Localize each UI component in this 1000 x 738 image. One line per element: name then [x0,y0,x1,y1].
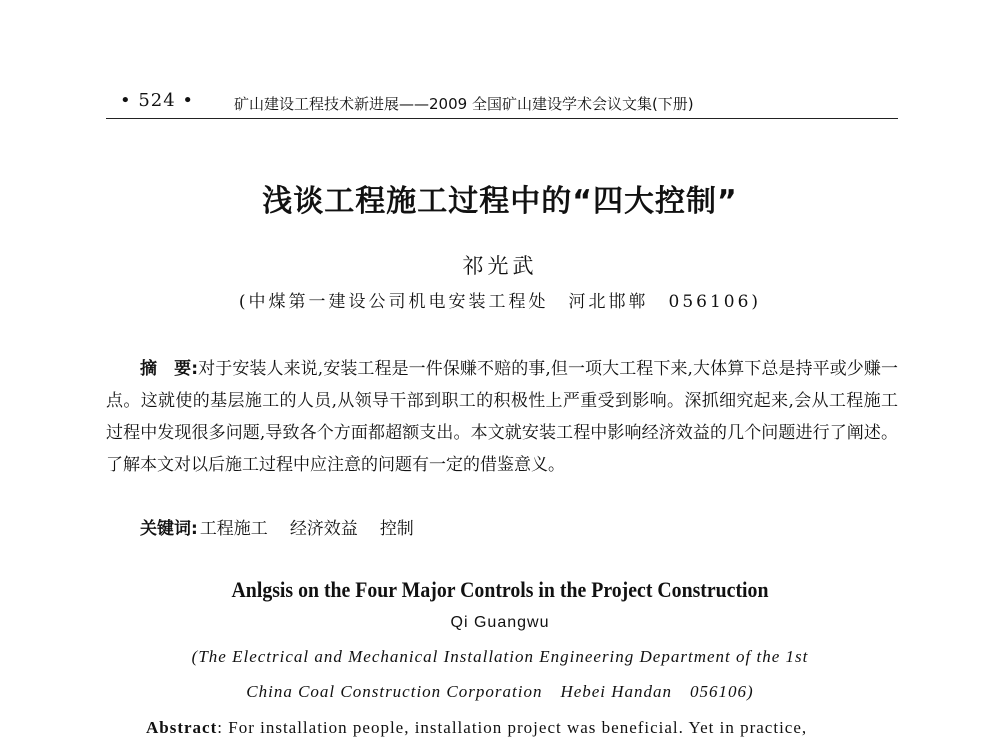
abstract-label: 摘 要: [140,359,199,379]
english-abstract-text: : For installation people, installation project was beneficial. Yet in practice, [217,718,808,737]
running-title: 矿山建设工程技术新进展——2009 全国矿山建设学术会议文集(下册) [234,95,694,113]
keyword-item: 经济效益 [289,519,358,539]
author-affiliation: (中煤第一建设公司机电安装工程处 河北邯郸 056106) [238,292,762,312]
page-number: • 524 • [120,90,195,111]
keywords-label: 关键词: [140,519,198,539]
chinese-abstract [106,353,898,481]
keyword-item: 工程施工 [199,519,268,539]
keywords [140,514,414,539]
keyword-item: 控制 [379,519,414,539]
english-title: Anlgsis on the Four Major Controls in the Project Construction [231,577,769,602]
english-affiliation-line1: (The Electrical and Mechanical Installation Engineering Department of the 1st [191,647,809,666]
english-abstract [146,718,807,738]
running-header [106,84,898,119]
english-author: Qi Guangwu [450,614,550,631]
english-affiliation-line2: China Coal Construction Corporation Hebei Handan 056106) [246,682,754,701]
author-name: 祁光武 [462,254,538,278]
abstract-paragraph [106,353,898,481]
paper-title: 浅谈工程施工过程中的“四大控制” [262,184,738,219]
abstract-text: 对于安装人来说,安装工程是一件保赚不赔的事,但一项大工程下来,大体算下总是持平或少赚一点。这就使的基层施工的人员,从领导干部到职工的积极性上严重受到影响。深抓细究起来,会从工程施工过程中发现很多问题,导致各个方面都超额支出。本文就安装工程中影响经济效益的几个问题进行了阐述。了解本文对以后施工过程中应注意的问题有一定的借鉴意义。 [106,359,898,475]
english-abstract-label: Abstract [146,718,218,737]
